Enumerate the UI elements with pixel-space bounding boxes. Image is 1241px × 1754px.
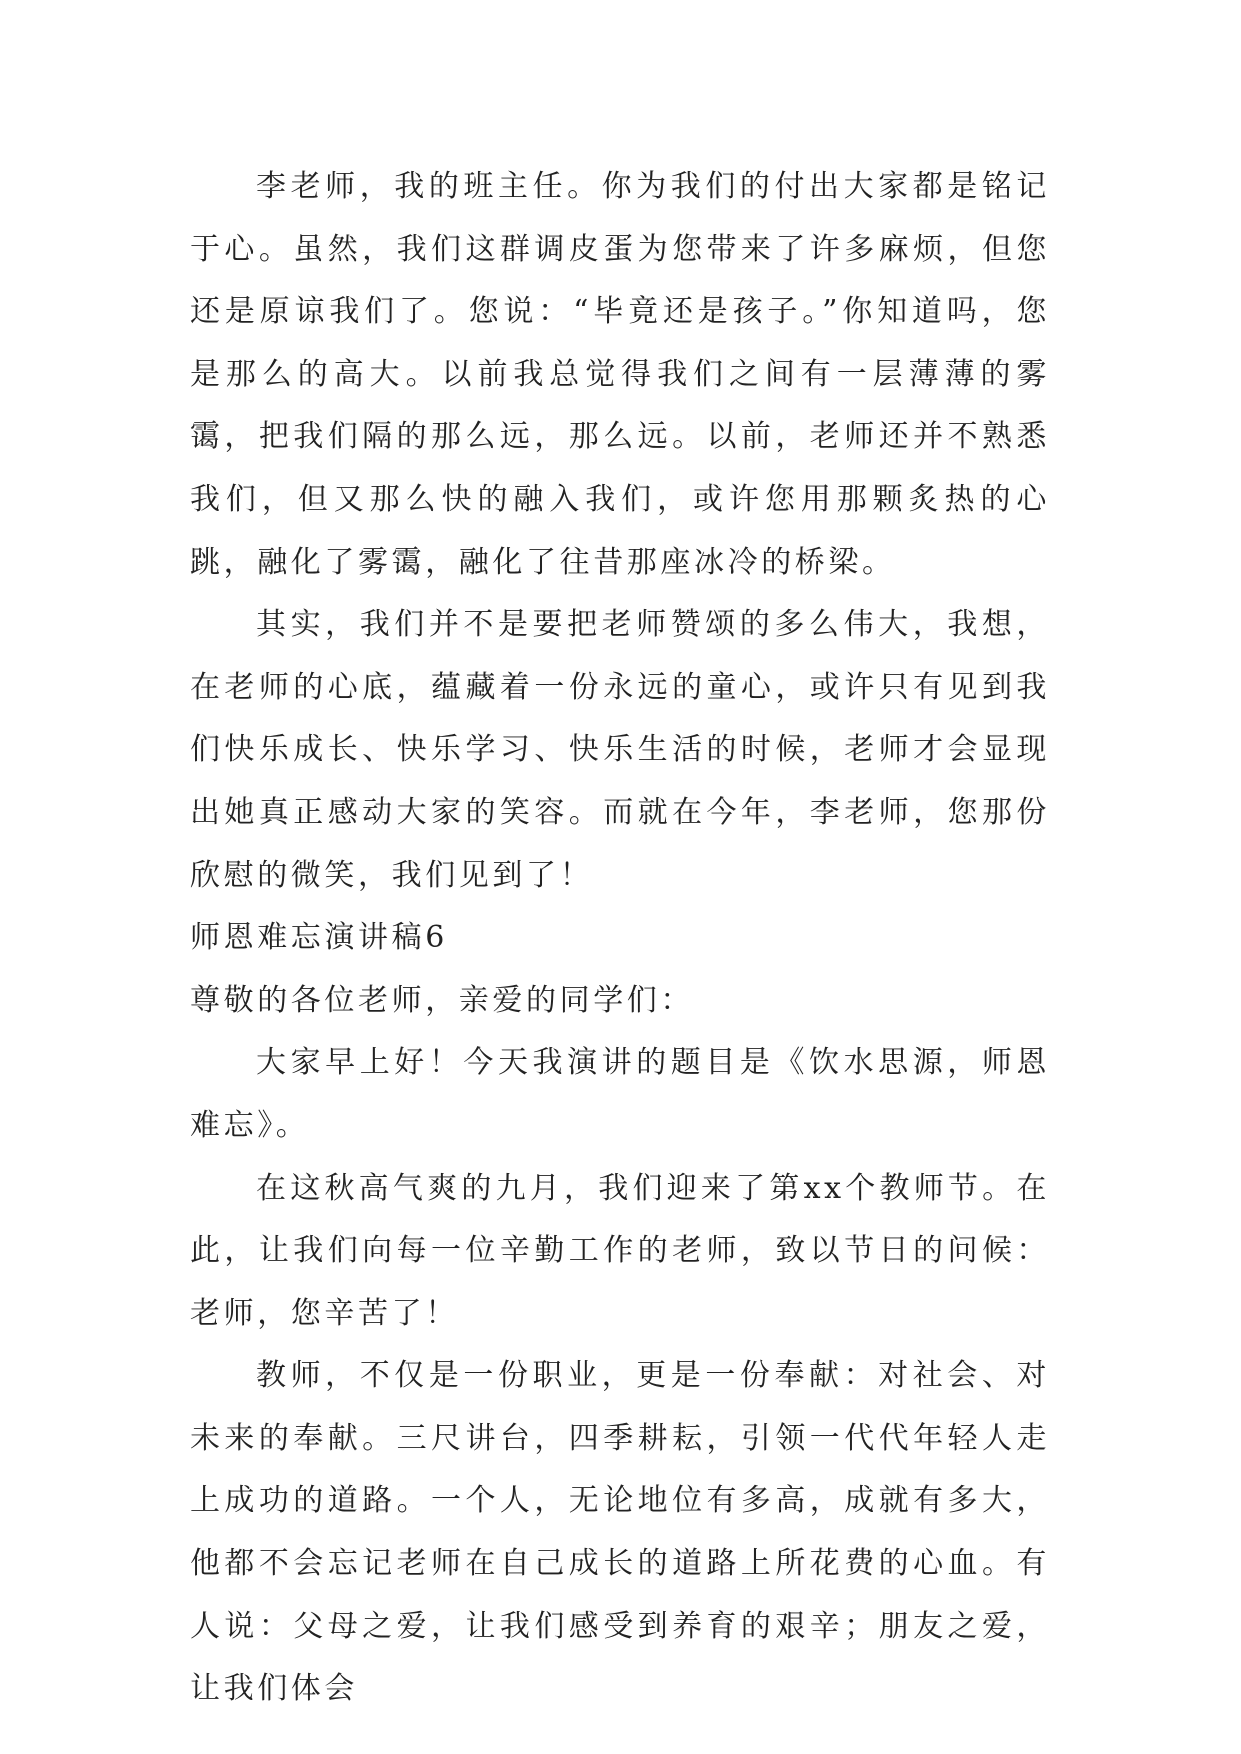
paragraph-teacher-dedication: 教师，不仅是一份职业，更是一份奉献：对社会、对未来的奉献。三尺讲台，四季耕耘，引领一代代年轻人走上成功的道路。一个人，无论地位有多高，成就有多大，他都不会忘记老师在自己成长的道路上所花费的心血。有人说：父母之爱，让我们感受到养育的艰辛；朋友之爱，让我们体会 xyxy=(190,1358,1050,1707)
paragraph-teacher-heart: 其实，我们并不是要把老师赞颂的多么伟大，我想，在老师的心底，蕴藏着一份永远的童心，或许只有见到我们快乐成长、快乐学习、快乐生活的时候，老师才会显现出她真正感动大家的笑容。而就在今年，李老师，您那份欣慰的微笑，我们见到了！ xyxy=(190,607,1050,893)
paragraph-li-teacher: 李老师，我的班主任。你为我们的付出大家都是铭记于心。虽然，我们这群调皮蛋为您带来了许多麻烦，但您还是原谅我们了。您说：“毕竟还是孩子。”你知道吗，您是那么的高大。以前我总觉得我们之间有一层薄薄的雾霭，把我们隔的那么远，那么远。以前，老师还并不熟悉我们，但又那么快的融入我们，或许您用那颗炙热的心跳，融化了雾霭，融化了往昔那座冰冷的桥梁。 xyxy=(190,169,1050,580)
paragraph-teachers-day: 在这秋高气爽的九月，我们迎来了第xx个教师节。在此，让我们向每一位辛勤工作的老师，致以节日的问候：老师，您辛苦了！ xyxy=(190,1170,1050,1331)
salutation: 尊敬的各位老师，亲爱的同学们： xyxy=(190,982,694,1018)
speech-heading: 师恩难忘演讲稿6 xyxy=(190,920,448,956)
paragraph-greeting: 大家早上好！今天我演讲的题目是《饮水思源，师恩难忘》。 xyxy=(190,1045,1050,1143)
document-body xyxy=(190,156,1050,1721)
